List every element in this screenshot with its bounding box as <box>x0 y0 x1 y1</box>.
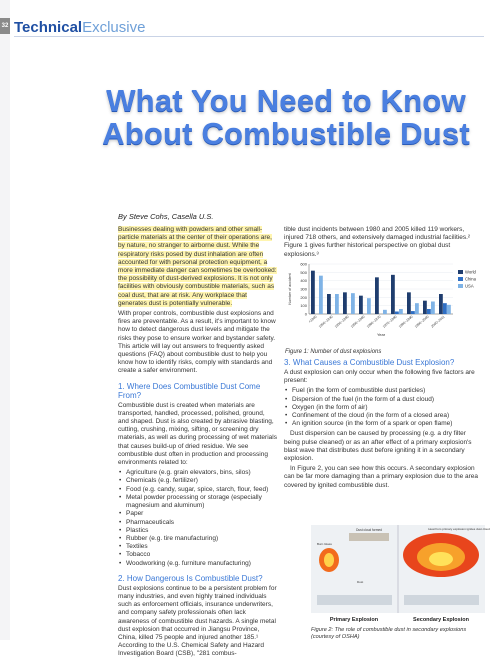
bar-china <box>395 312 399 315</box>
bar-usa <box>319 276 323 314</box>
x-tick-label: 1900~1930 <box>318 315 334 329</box>
legend-swatch <box>458 270 463 274</box>
list-item: • Paper <box>118 510 277 518</box>
bar-usa <box>447 305 451 314</box>
legend-label: USA <box>465 284 474 289</box>
x-tick-label: <1900 <box>308 315 318 324</box>
list-item: • Fuel (in the form of combustible dust particles) <box>284 387 481 395</box>
y-tick-label: 600 <box>300 262 307 267</box>
intro-paragraph: Businesses dealing with powders and other small-particle materials at the center of their operations are, by nature, no stranger to airborne dust. While the respiratory risks posed by dust inhalation are often accounted for with personal protection equipment, a more immediate danger can sometimes be overlooked: the possibility of dust-derived explosions. It is not only facilities with obviously combustible materials, such as coal dust, that are at risk. Any workplace that generates dust is potentially vulnerable. <box>118 226 277 307</box>
label-dust-formed: Dust cloud formed <box>356 528 382 532</box>
list-item: • Oxygen (in the form of air) <box>284 404 481 412</box>
x-tick-label: 1950~1960 <box>350 315 366 329</box>
legend-swatch <box>458 284 463 288</box>
side-tab <box>0 0 10 640</box>
x-tick-label: 1970~1980 <box>382 315 398 329</box>
list-item: • Metal powder processing or storage (especially magnesium and aluminum) <box>118 494 277 510</box>
section-exclusive: Exclusive <box>82 19 145 36</box>
bar-world <box>391 275 395 314</box>
bar-china <box>443 303 447 314</box>
paragraph-sec2: Dust explosions continue to be a persistent problem for many industries, and even highly trained individuals such as enforcement officials, insurance underwriters, and company safety professionals often lack awareness of combustible dust hazards. A single metal dust explosion that occurred in Jiangsu Province, China, killed 75 people and injured another 185.¹ According to the U.S. Chemical Safety and Hazard Investigation Board (CSB), "281 combus- <box>118 585 277 659</box>
figure-1-caption: Figure 1: Number of dust explosions <box>285 349 381 355</box>
bar-usa <box>351 293 355 314</box>
section-technical: Technical <box>14 19 82 36</box>
list-item: • An ignition source (in the form of a spark or open flame) <box>284 420 481 428</box>
list-item: • Chemicals (e.g. fertilizer) <box>118 477 277 485</box>
legend-swatch <box>458 277 463 281</box>
y-tick-label: 100 <box>300 303 307 308</box>
bar-usa <box>383 310 387 314</box>
heading-2: 2. How Dangerous Is Combustible Dust? <box>118 574 277 583</box>
floor-right <box>404 595 479 605</box>
legend-label: China <box>465 277 477 282</box>
primary-explosion-core <box>324 553 334 567</box>
bar-usa <box>367 298 371 314</box>
secondary-explosion-core <box>429 552 453 566</box>
column-left <box>118 226 277 661</box>
list-item: • Woodworking (e.g. furniture manufacturing) <box>118 560 277 568</box>
legend-label: World <box>465 270 477 275</box>
section-header <box>14 17 145 37</box>
list-item: • Dispersion of the fuel (in the form of a dust cloud) <box>284 396 481 404</box>
heading-3: 3. What Causes a Combustible Dust Explosion? <box>284 358 481 367</box>
paragraph-sec3: A dust explosion can only occur when the following five factors are present: <box>284 369 481 385</box>
title-line-1: What You Need to Know <box>96 84 476 117</box>
list-item: • Confinement of the cloud (in the form of a closed area) <box>284 412 481 420</box>
bar-world <box>439 294 443 314</box>
bar-usa <box>335 294 339 314</box>
label-heat: Heat from primary explosion ignites dust cloud <box>428 527 490 531</box>
y-axis-label: Number of accident <box>288 273 292 304</box>
y-tick-label: 400 <box>300 278 307 283</box>
bar-china <box>427 309 431 314</box>
industry-list <box>118 469 277 567</box>
label-primary: Primary Explosion <box>330 617 379 623</box>
bar-china <box>411 311 415 314</box>
paragraph-2: With proper controls, combustible dust explosions and fires are preventable. As a result, it's important to know how to detect dangerous dust levels and mitigate the risks they pose to ensure worker and bystander safety. This article will lay out answers to frequently asked questions (FAQ) about combustible dust to help you know how to identify risks, comply with standards and create a safer environment. <box>118 310 277 376</box>
x-tick-label: 2000~2011 <box>430 315 446 329</box>
column-right <box>284 226 481 261</box>
y-tick-label: 200 <box>300 295 307 300</box>
article-title <box>96 84 476 150</box>
list-item: • Rubber (e.g. tire manufacturing) <box>118 535 277 543</box>
paragraph-sec3c: In Figure 2, you can see how this occurs. A secondary explosion can be far more damaging than a primary explosion due to the area covered by ignited combustible dust. <box>284 465 481 490</box>
list-item: • Plastics <box>118 527 277 535</box>
title-line-2: About Combustible Dust <box>96 117 476 150</box>
bar-world <box>375 277 379 314</box>
secondary-explosion-diagram <box>311 525 485 640</box>
list-item: • Agriculture (e.g. grain elevators, bins, silos) <box>118 469 277 477</box>
label-burn: Burn Glass <box>317 542 332 546</box>
bar-usa <box>431 302 435 315</box>
y-tick-label: 0 <box>305 312 308 317</box>
paragraph-sec3b: Dust dispersion can be caused by processing (e.g. a dry filter being pulse cleaned) or as an after effect of a primary explosion's blast wave that distributes dust before igniting it in a secondary explosion. <box>284 430 481 463</box>
factor-list <box>284 387 481 428</box>
dust-cloud-left <box>349 533 389 541</box>
header-rule <box>14 36 484 37</box>
x-tick-label: 1980~1990 <box>398 315 414 329</box>
bar-world <box>407 292 411 314</box>
x-tick-label: 1990~2000 <box>414 315 430 329</box>
list-item: • Tobacco <box>118 551 277 559</box>
byline: By Steve Cohs, Casella U.S. <box>118 212 213 221</box>
floor-left <box>317 595 392 605</box>
y-tick-label: 500 <box>300 270 307 275</box>
list-item: • Textiles <box>118 543 277 551</box>
bar-world <box>327 294 331 314</box>
bar-world <box>343 292 347 314</box>
list-item: • Food (e.g. candy, sugar, spice, starch, flour, feed) <box>118 486 277 494</box>
bar-world <box>359 296 363 314</box>
y-tick-label: 300 <box>300 287 307 292</box>
label-dust: Dust <box>357 580 363 584</box>
paragraph-top: tible dust incidents between 1980 and 2005 killed 119 workers, injured 718 others, and extensively damaged industrial facilities.² Figure 1 gives further historical perspective on global dust explosions.³ <box>284 226 481 259</box>
x-axis-label: Year <box>377 332 386 337</box>
label-secondary: Secondary Explosion <box>413 617 470 623</box>
bar-world <box>423 301 427 314</box>
paragraph-sec1: Combustible dust is created when materials are transported, handled, processed, polished, ground, and shaped. Dust is also created by abrasive blasting, cutting, crushing, mixing, sifting, or screening dry materials, as well as during processing of wet materials that causes build-up of dried residue. We see combustible dust often in production and processing environments related to: <box>118 402 277 468</box>
column-right-lower <box>284 358 481 492</box>
bar-usa <box>415 303 419 314</box>
bar-world <box>311 271 315 314</box>
figure-2-caption: Figure 2: The role of combustible dust in secondary explosions (courtesy of OSHA) <box>311 627 466 640</box>
bar-usa <box>399 309 403 314</box>
heading-1: 1. Where Does Combustible Dust Come From? <box>118 382 277 400</box>
dust-explosions-chart <box>285 258 485 338</box>
list-item: • Pharmaceuticals <box>118 519 277 527</box>
x-tick-label: 1960~1970 <box>366 315 382 329</box>
page-number: 32 <box>0 18 10 34</box>
x-tick-label: 1930~1950 <box>334 315 350 329</box>
